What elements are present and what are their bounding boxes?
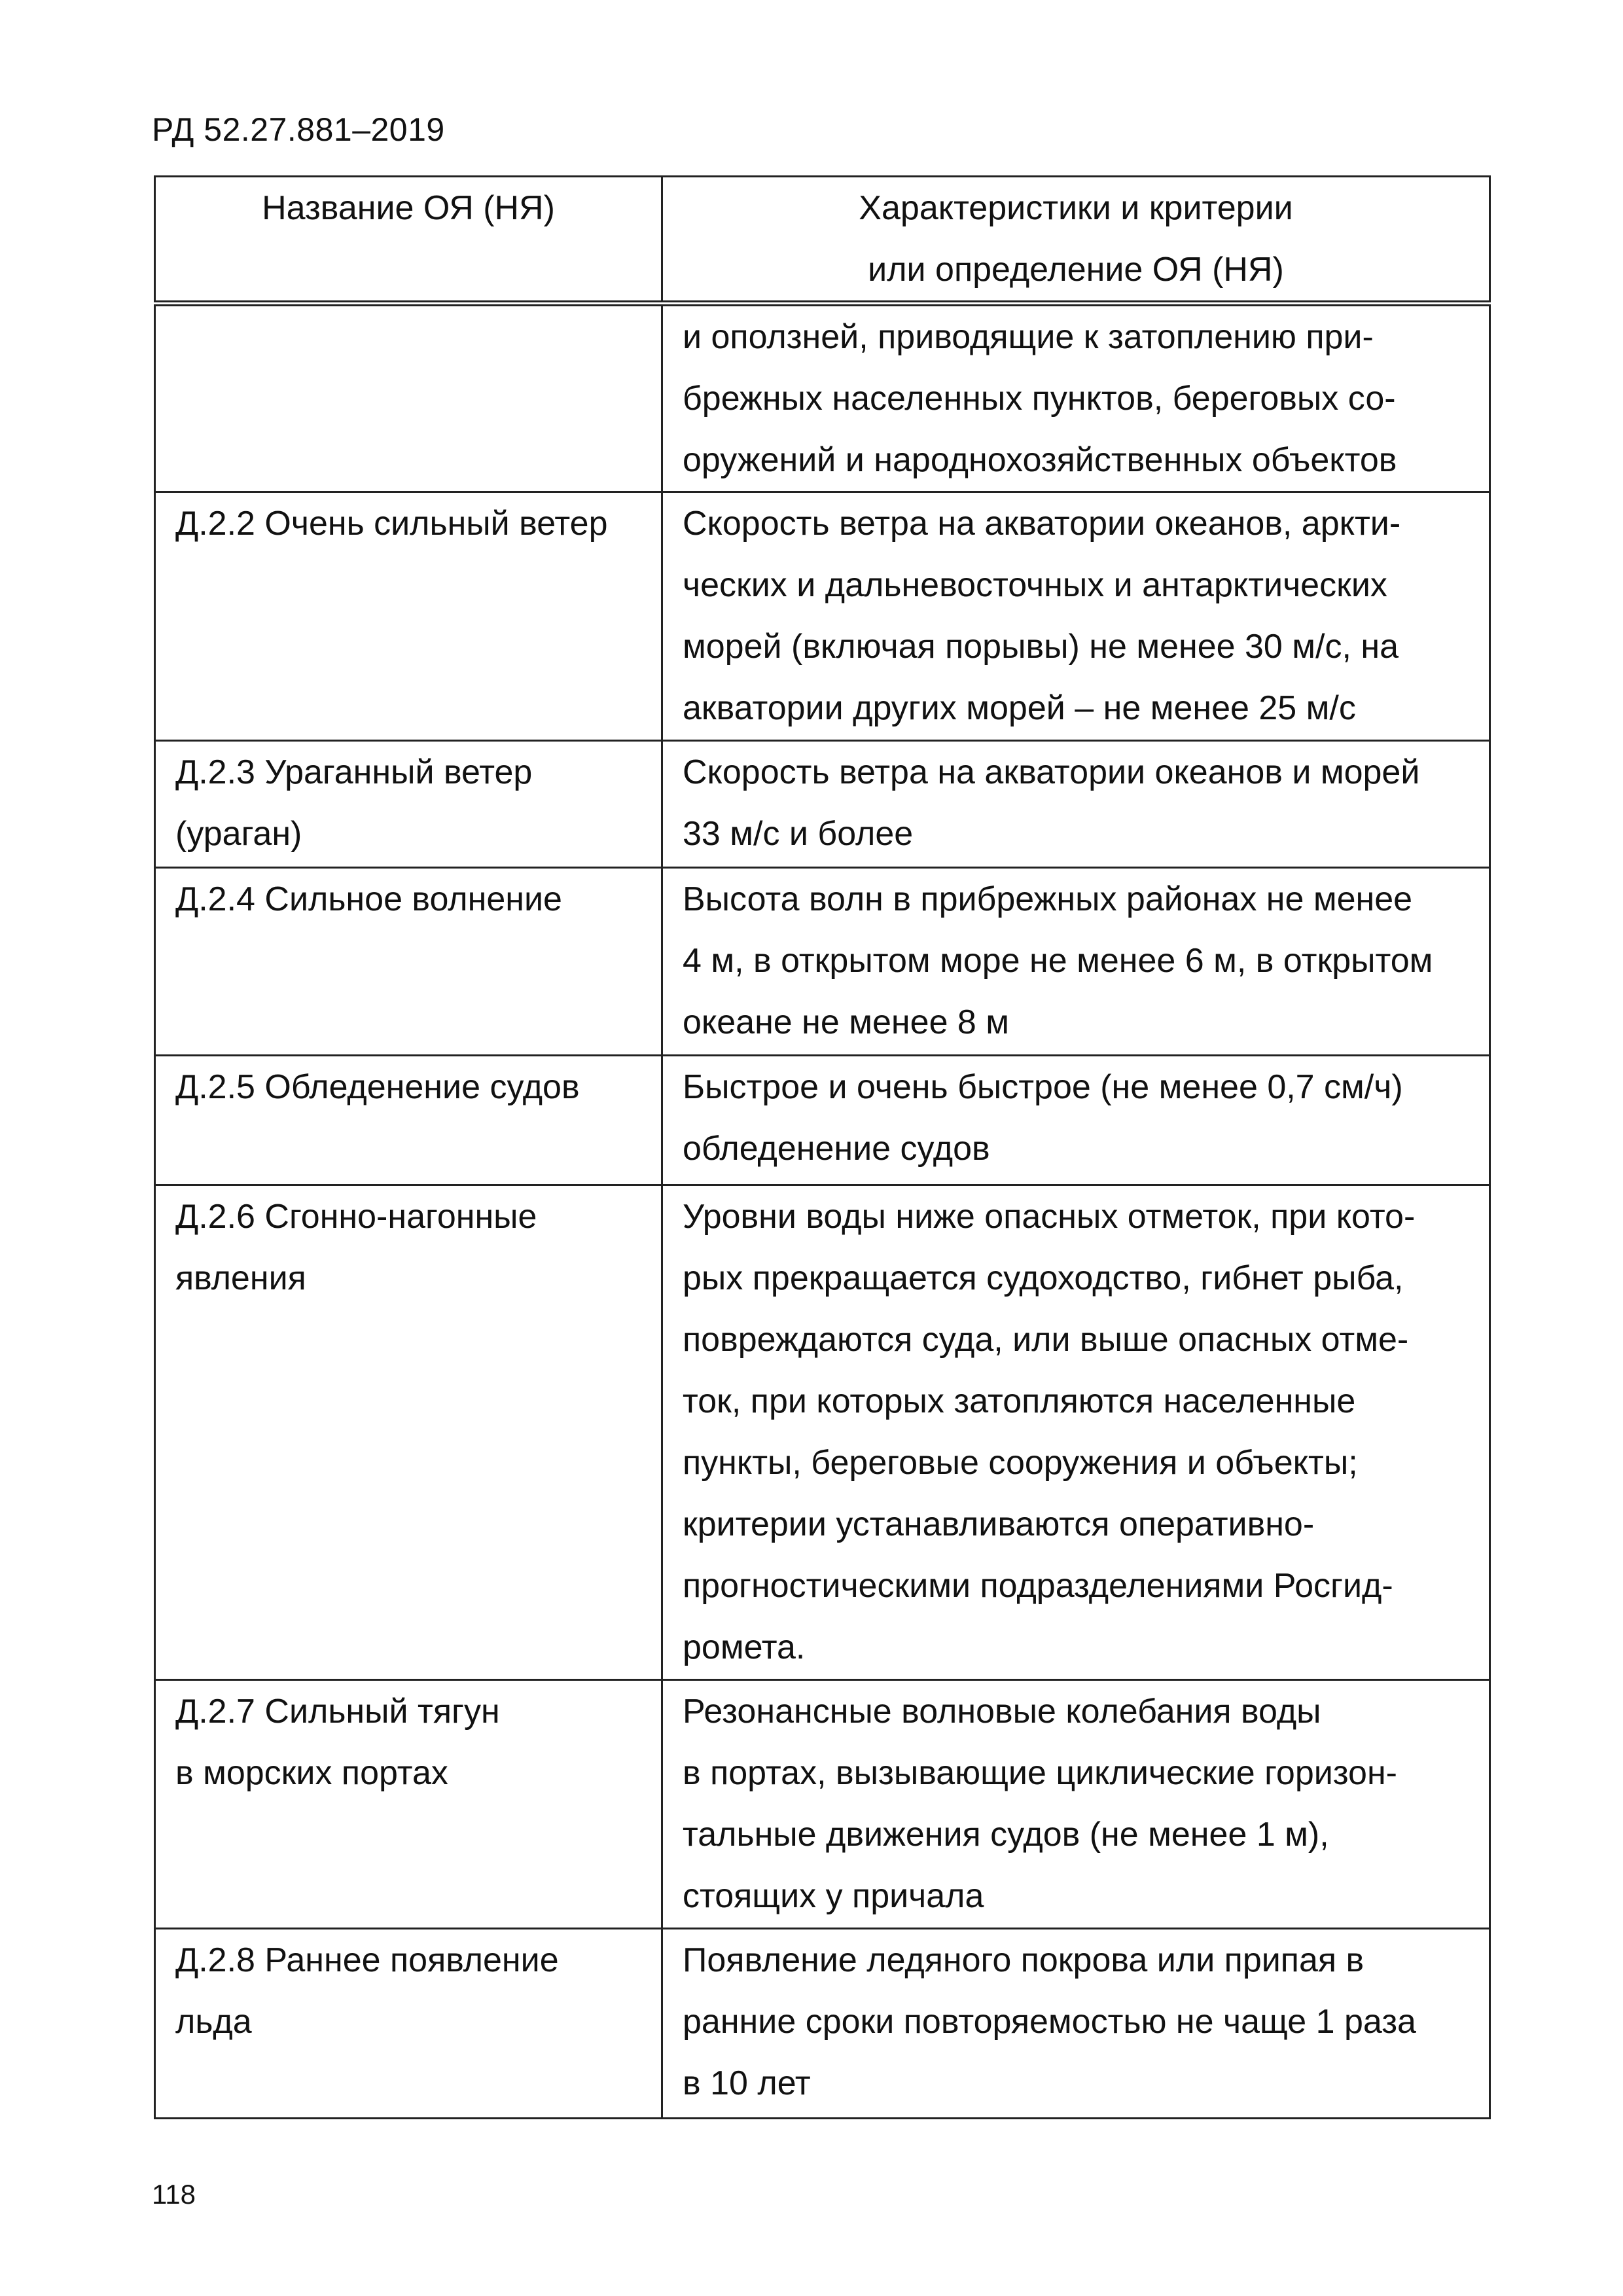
phenomenon-name-cell: Д.2.6 Сгонно-нагонные явления: [155, 1185, 662, 1680]
phenomenon-name-cell: Д.2.4 Сильное волнение: [155, 868, 662, 1056]
table-row: [155, 1056, 1490, 1185]
hazard-criteria-table: [154, 175, 1491, 2119]
phenomenon-criteria-cell: Резонансные волновые колебания воды в портах, вызывающие циклические горизон- тальные движения судов (не менее 1 м), стоящих у причала: [662, 1680, 1490, 1929]
page-number: 118: [152, 2179, 196, 2210]
phenomenon-criteria-cell: Скорость ветра на акватории океанов и морей 33 м/с и более: [662, 741, 1490, 868]
table-row: [155, 1929, 1490, 2119]
table-row: [155, 741, 1490, 868]
phenomenon-name-cell: Д.2.8 Раннее появление льда: [155, 1929, 662, 2119]
phenomenon-criteria-cell: Высота волн в прибрежных районах не менее 4 м, в открытом море не менее 6 м, в открытом океане не менее 8 м: [662, 868, 1490, 1056]
table-row: [155, 868, 1490, 1056]
table-body: [155, 304, 1490, 2119]
phenomenon-name-cell: Д.2.5 Обледенение судов: [155, 1056, 662, 1185]
phenomenon-name-cell: Д.2.2 Очень сильный ветер: [155, 492, 662, 741]
column-header-name: Название ОЯ (НЯ): [155, 177, 662, 304]
phenomenon-criteria-cell: Скорость ветра на акватории океанов, аркти- ческих и дальневосточных и антарктических морей (включая порывы) не менее 30 м/с, на акватории других морей – не менее 25 м/с: [662, 492, 1490, 741]
phenomenon-criteria-cell: Быстрое и очень быстрое (не менее 0,7 см/ч) обледенение судов: [662, 1056, 1490, 1185]
phenomenon-criteria-cell: и оползней, приводящие к затоплению при- брежных населенных пунктов, береговых со- оружений и народнохозяйственных объектов: [662, 304, 1490, 492]
table-header: [155, 177, 1490, 304]
document-code: РД 52.27.881–2019: [152, 111, 445, 148]
phenomenon-name-cell: [155, 304, 662, 492]
table-row: [155, 1185, 1490, 1680]
phenomenon-criteria-cell: Уровни воды ниже опасных отметок, при кото- рых прекращается судоходство, гибнет рыба, повреждаются суда, или выше опасных отме- ток, при которых затопляются населенные пункты, береговые сооружения и объекты; критерии устанавливаются оперативно- прогностическими подразделениями Росгид- ромета.: [662, 1185, 1490, 1680]
table-row: [155, 1680, 1490, 1929]
phenomenon-name-cell: Д.2.7 Сильный тягун в морских портах: [155, 1680, 662, 1929]
table-row: [155, 492, 1490, 741]
table-row: [155, 304, 1490, 492]
table-header-row: [155, 177, 1490, 304]
column-header-criteria: Характеристики и критерии или определение ОЯ (НЯ): [662, 177, 1490, 304]
phenomenon-name-cell: Д.2.3 Ураганный ветер (ураган): [155, 741, 662, 868]
phenomenon-criteria-cell: Появление ледяного покрова или припая в ранние сроки повторяемостью не чаще 1 раза в 10 лет: [662, 1929, 1490, 2119]
